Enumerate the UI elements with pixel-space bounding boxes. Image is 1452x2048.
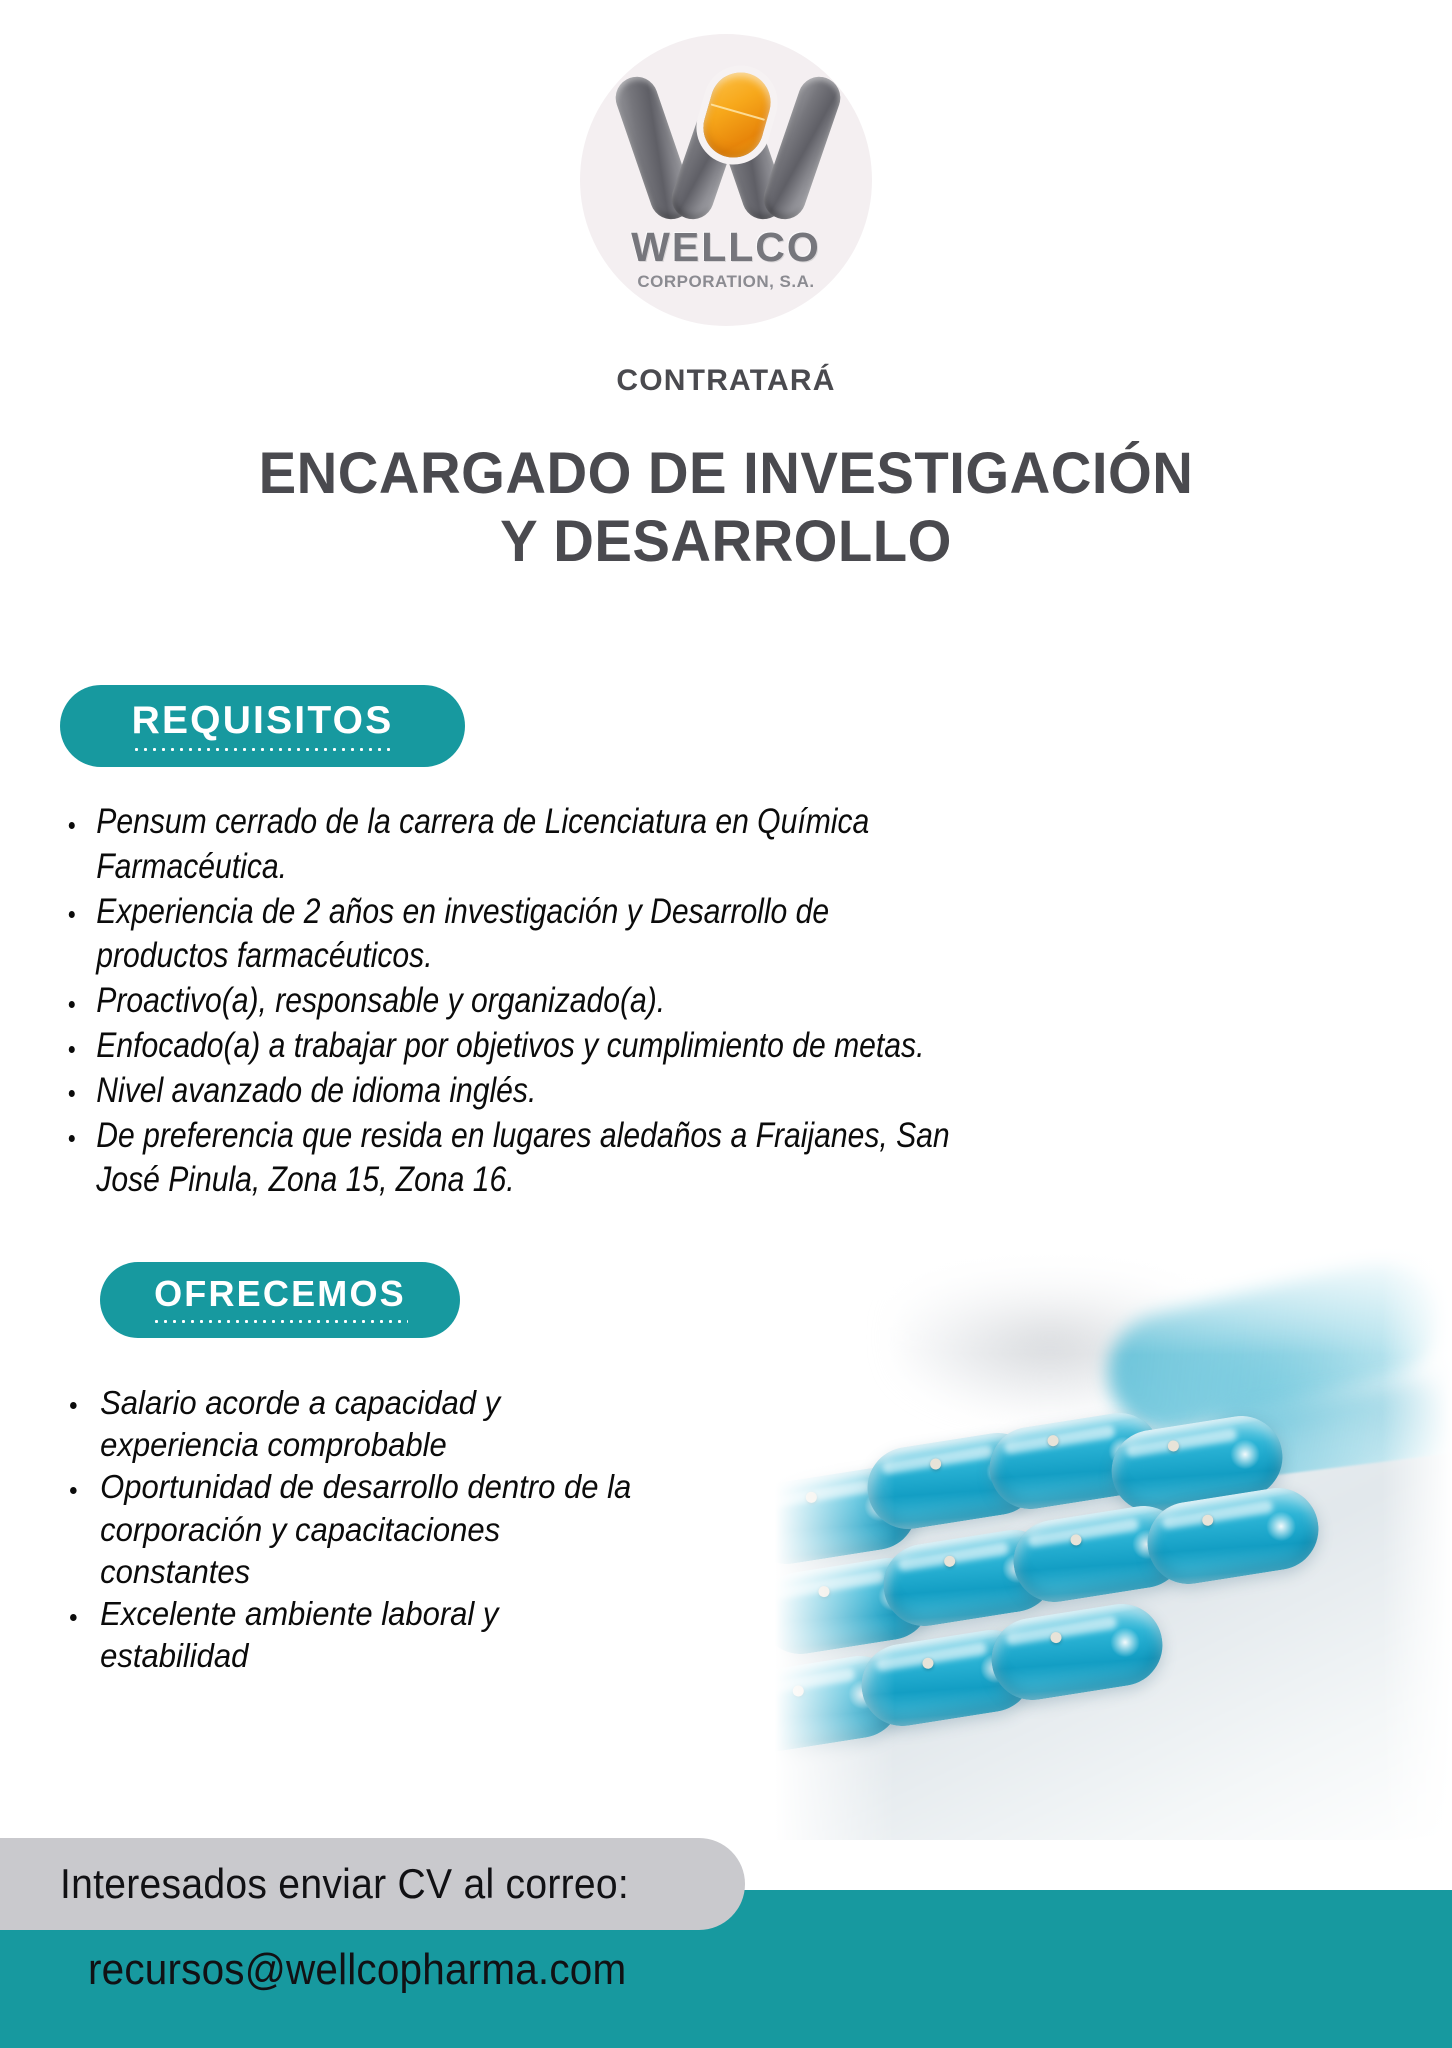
blue-capsules-photo <box>775 1245 1452 1840</box>
ofrecemos-list <box>55 1382 638 1678</box>
photo-right-fade <box>1382 1245 1452 1840</box>
list-item: Enfocado(a) a trabajar por objetivos y cumplimiento de metas. <box>55 1024 958 1069</box>
section-badge-requisitos-label: REQUISITOS <box>131 698 394 742</box>
wellco-w-capsule-icon <box>621 70 831 225</box>
list-item: Experiencia de 2 años en investigación y Desarrollo de productos farmacéuticos. <box>55 890 958 980</box>
logo-wordmark: WELLCO <box>631 224 821 270</box>
section-badge-ofrecemos-label: OFRECEMOS <box>154 1273 406 1314</box>
photo-top-fade <box>775 1245 1452 1355</box>
page-title-line-1: ENCARGADO DE INVESTIGACIÓN <box>258 441 1194 506</box>
footer-cta-text: Interesados enviar CV al correo: <box>60 1860 630 1907</box>
requisitos-list <box>55 800 958 1203</box>
logo-sub-wordmark: CORPORATION, S.A. <box>637 272 815 291</box>
list-item: Pensum cerrado de la carrera de Licenciatura en Química Farmacéutica. <box>55 800 958 890</box>
section-badge-requisitos <box>60 685 465 767</box>
hiring-kicker: CONTRATARÁ <box>616 364 836 397</box>
list-item: De preferencia que resida en lugares aledaños a Fraijanes, San José Pinula, Zona 15, Zona 16. <box>55 1114 958 1204</box>
capsule-nub <box>929 1458 942 1471</box>
list-item: Salario acorde a capacidad y experiencia comprobable <box>55 1382 638 1466</box>
page-title-line-2: Y DESARROLLO <box>500 509 952 575</box>
page-title <box>22 440 1430 577</box>
capsule-nub <box>922 1657 935 1670</box>
section-badge-ofrecemos <box>100 1262 460 1338</box>
list-item: Excelente ambiente laboral y estabilidad <box>55 1593 638 1677</box>
capsule-nub <box>1201 1514 1214 1527</box>
capsule-nub <box>1047 1434 1060 1447</box>
capsule-nub <box>1167 1440 1180 1453</box>
list-item: Oportunidad de desarrollo dentro de la corporación y capacitaciones constantes <box>55 1466 638 1593</box>
capsule-stroke-4 <box>758 71 846 225</box>
capsule-nub <box>943 1555 956 1568</box>
capsule-nub <box>1070 1534 1083 1547</box>
capsule-nub <box>1050 1631 1063 1644</box>
dotted-underline-decoration <box>152 1319 408 1324</box>
logo-circle-background <box>580 34 872 326</box>
list-item: Proactivo(a), responsable y organizado(a). <box>55 979 958 1024</box>
dotted-underline-decoration <box>132 747 394 752</box>
list-item: Nivel avanzado de idioma inglés. <box>55 1069 958 1114</box>
contact-email[interactable]: recursos@wellcopharma.com <box>88 1945 627 1994</box>
company-logo <box>0 34 1452 326</box>
footer-cta-banner <box>0 1838 745 1930</box>
photo-contents <box>775 1245 1452 1840</box>
